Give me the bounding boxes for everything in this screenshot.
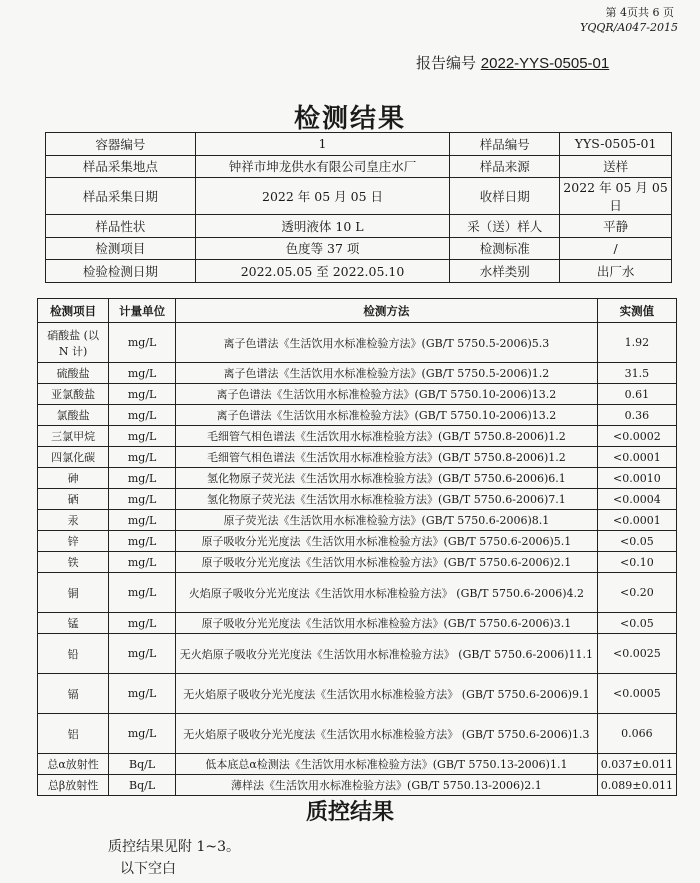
cell-method: 毛细管气相色谱法《生活饮用水标准检验方法》(GB/T 5750.8-2006)1.2: [176, 426, 598, 447]
blank-remainder-note: 以下空白: [120, 861, 176, 877]
page-indicator: 第 4页共 6 页: [605, 6, 674, 19]
cell-item: 三氯甲烷: [38, 426, 109, 447]
cell-method: 原子吸收分光光度法《生活饮用水标准检验方法》(GB/T 5750.6-2006)3.1: [176, 613, 598, 634]
cell-item: 锌: [38, 531, 109, 552]
cell-method: 原子吸收分光光度法《生活饮用水标准检验方法》(GB/T 5750.6-2006)2.1: [176, 552, 598, 573]
cell-method: 无火焰原子吸收分光光度法《生活饮用水标准检验方法》 (GB/T 5750.6-2006)9.1: [176, 674, 598, 714]
qc-title: 质控结果: [305, 799, 394, 825]
cell-value: 0.36: [597, 405, 676, 426]
cell-item: 铜: [38, 573, 109, 613]
info-value: 送样: [560, 155, 672, 178]
info-row: [46, 155, 672, 178]
column-header: 计量单位: [109, 299, 176, 323]
cell-value: <0.0005: [597, 674, 676, 714]
table-row: [38, 714, 677, 754]
info-label: 样品编号: [450, 133, 560, 156]
cell-method: 毛细管气相色谱法《生活饮用水标准检验方法》(GB/T 5750.8-2006)1.2: [176, 447, 598, 468]
table-row: [38, 447, 677, 468]
cell-value: 0.61: [597, 384, 676, 405]
cell-method: 氢化物原子荧光法《生活饮用水标准检验方法》(GB/T 5750.6-2006)7.1: [176, 489, 598, 510]
cell-item: 镉: [38, 674, 109, 714]
cell-item: 四氯化碳: [38, 447, 109, 468]
cell-item: 总α放射性: [38, 754, 109, 775]
table-row: [38, 775, 677, 796]
cell-item: 汞: [38, 510, 109, 531]
cell-method: 原子荧光法《生活饮用水标准检验方法》(GB/T 5750.6-2006)8.1: [176, 510, 598, 531]
info-value: 钟祥市坤龙供水有限公司皇庄水厂: [195, 155, 450, 178]
cell-value: <0.0001: [597, 510, 676, 531]
table-row: [38, 573, 677, 613]
table-row: [38, 405, 677, 426]
cell-unit: mg/L: [109, 552, 176, 573]
cell-unit: mg/L: [109, 363, 176, 384]
table-row: [38, 674, 677, 714]
cell-value: <0.05: [597, 531, 676, 552]
info-label: 检验检测日期: [46, 260, 196, 283]
cell-unit: Bq/L: [109, 775, 176, 796]
report-number-value: 2022-YYS-0505-01: [480, 55, 610, 72]
cell-method: 原子吸收分光光度法《生活饮用水标准检验方法》(GB/T 5750.6-2006)5.1: [176, 531, 598, 552]
cell-item: 亚氯酸盐: [38, 384, 109, 405]
info-row: [46, 260, 672, 283]
cell-method: 火焰原子吸收分光光度法《生活饮用水标准检验方法》 (GB/T 5750.6-2006)4.2: [176, 573, 598, 613]
table-row: [38, 613, 677, 634]
cell-value: 1.92: [597, 323, 676, 363]
cell-item: 总β放射性: [38, 775, 109, 796]
cell-unit: mg/L: [109, 426, 176, 447]
table-row: [38, 754, 677, 775]
cell-unit: mg/L: [109, 489, 176, 510]
table-row: [38, 531, 677, 552]
table-row: [38, 426, 677, 447]
column-header: 检测项目: [38, 299, 109, 323]
cell-unit: mg/L: [109, 531, 176, 552]
info-value: /: [560, 237, 672, 260]
info-label: 样品采集日期: [46, 178, 196, 215]
cell-method: 无火焰原子吸收分光光度法《生活饮用水标准检验方法》 (GB/T 5750.6-2006)11.1: [176, 634, 598, 674]
cell-unit: mg/L: [109, 714, 176, 754]
table-row: [38, 323, 677, 363]
cell-method: 离子色谱法《生活饮用水标准检验方法》(GB/T 5750.10-2006)13.2: [176, 405, 598, 426]
cell-value: <0.0004: [597, 489, 676, 510]
report-number-label: 报告编号: [416, 54, 477, 72]
table-row: [38, 510, 677, 531]
info-label: 样品来源: [450, 155, 560, 178]
cell-method: 氢化物原子荧光法《生活饮用水标准检验方法》(GB/T 5750.6-2006)6.1: [176, 468, 598, 489]
cell-value: <0.05: [597, 613, 676, 634]
cell-item: 硫酸盐: [38, 363, 109, 384]
cell-method: 离子色谱法《生活饮用水标准检验方法》(GB/T 5750.10-2006)13.2: [176, 384, 598, 405]
qc-note: 质控结果见附 1~3。: [108, 839, 240, 855]
cell-item: 铝: [38, 714, 109, 754]
info-value: YYS-0505-01: [560, 133, 672, 156]
table-row: [38, 634, 677, 674]
cell-value: <0.10: [597, 552, 676, 573]
cell-value: <0.0002: [597, 426, 676, 447]
info-row: [46, 133, 672, 156]
info-row: [46, 237, 672, 260]
cell-value: 31.5: [597, 363, 676, 384]
cell-method: 离子色谱法《生活饮用水标准检验方法》(GB/T 5750.5-2006)1.2: [176, 363, 598, 384]
info-label: 检测项目: [46, 237, 196, 260]
report-number: [416, 52, 609, 73]
info-label: 样品性状: [46, 215, 196, 238]
info-value: 2022.05.05 至 2022.05.10: [195, 260, 450, 283]
cell-unit: mg/L: [109, 573, 176, 613]
table-row: [38, 489, 677, 510]
cell-method: 低本底总α检测法《生活饮用水标准检验方法》(GB/T 5750.13-2006)1.1: [176, 754, 598, 775]
results-table: [37, 298, 677, 796]
info-value: 1: [195, 133, 450, 156]
table-row: [38, 384, 677, 405]
cell-unit: mg/L: [109, 447, 176, 468]
cell-value: <0.0025: [597, 634, 676, 674]
info-label: 容器编号: [46, 133, 196, 156]
cell-value: <0.0010: [597, 468, 676, 489]
cell-value: <0.0001: [597, 447, 676, 468]
info-value: 色度等 37 项: [195, 237, 450, 260]
cell-value: 0.066: [597, 714, 676, 754]
cell-item: 砷: [38, 468, 109, 489]
cell-item: 铁: [38, 552, 109, 573]
cell-value: 0.037±0.011: [597, 754, 676, 775]
info-value: 2022 年 05 月 05 日: [195, 178, 450, 215]
info-label: 采（送）样人: [450, 215, 560, 238]
cell-method: 无火焰原子吸收分光光度法《生活饮用水标准检验方法》 (GB/T 5750.6-2006)1.3: [176, 714, 598, 754]
column-header: 检测方法: [176, 299, 598, 323]
info-label: 水样类别: [450, 260, 560, 283]
info-value: 2022 年 05 月 05 日: [560, 178, 672, 215]
info-row: [46, 215, 672, 238]
page-title: 检测结果: [293, 104, 406, 134]
cell-unit: mg/L: [109, 468, 176, 489]
cell-unit: mg/L: [109, 613, 176, 634]
cell-method: 离子色谱法《生活饮用水标准检验方法》(GB/T 5750.5-2006)5.3: [176, 323, 598, 363]
cell-value: 0.089±0.011: [597, 775, 676, 796]
info-row: [46, 178, 672, 215]
cell-item: 硒: [38, 489, 109, 510]
cell-unit: mg/L: [109, 634, 176, 674]
info-label: 收样日期: [450, 178, 560, 215]
cell-item: 铅: [38, 634, 109, 674]
info-value: 平静: [560, 215, 672, 238]
info-label: 检测标准: [450, 237, 560, 260]
cell-item: 氯酸盐: [38, 405, 109, 426]
cell-unit: mg/L: [109, 510, 176, 531]
cell-unit: mg/L: [109, 405, 176, 426]
cell-unit: mg/L: [109, 323, 176, 363]
table-row: [38, 468, 677, 489]
table-row: [38, 363, 677, 384]
cell-unit: mg/L: [109, 674, 176, 714]
cell-unit: mg/L: [109, 384, 176, 405]
cell-method: 薄样法《生活饮用水标准检验方法》(GB/T 5750.13-2006)2.1: [176, 775, 598, 796]
table-row: [38, 552, 677, 573]
cell-item: 硝酸盐 (以 N 计): [38, 323, 109, 363]
info-label: 样品采集地点: [46, 155, 196, 178]
cell-item: 锰: [38, 613, 109, 634]
cell-value: <0.20: [597, 573, 676, 613]
column-header: 实测值: [597, 299, 676, 323]
info-value: 出厂水: [560, 260, 672, 283]
info-value: 透明液体 10 L: [195, 215, 450, 238]
cell-unit: Bq/L: [109, 754, 176, 775]
document-code: YQQR/A047-2015: [580, 21, 678, 34]
sample-info-table: [45, 132, 672, 283]
